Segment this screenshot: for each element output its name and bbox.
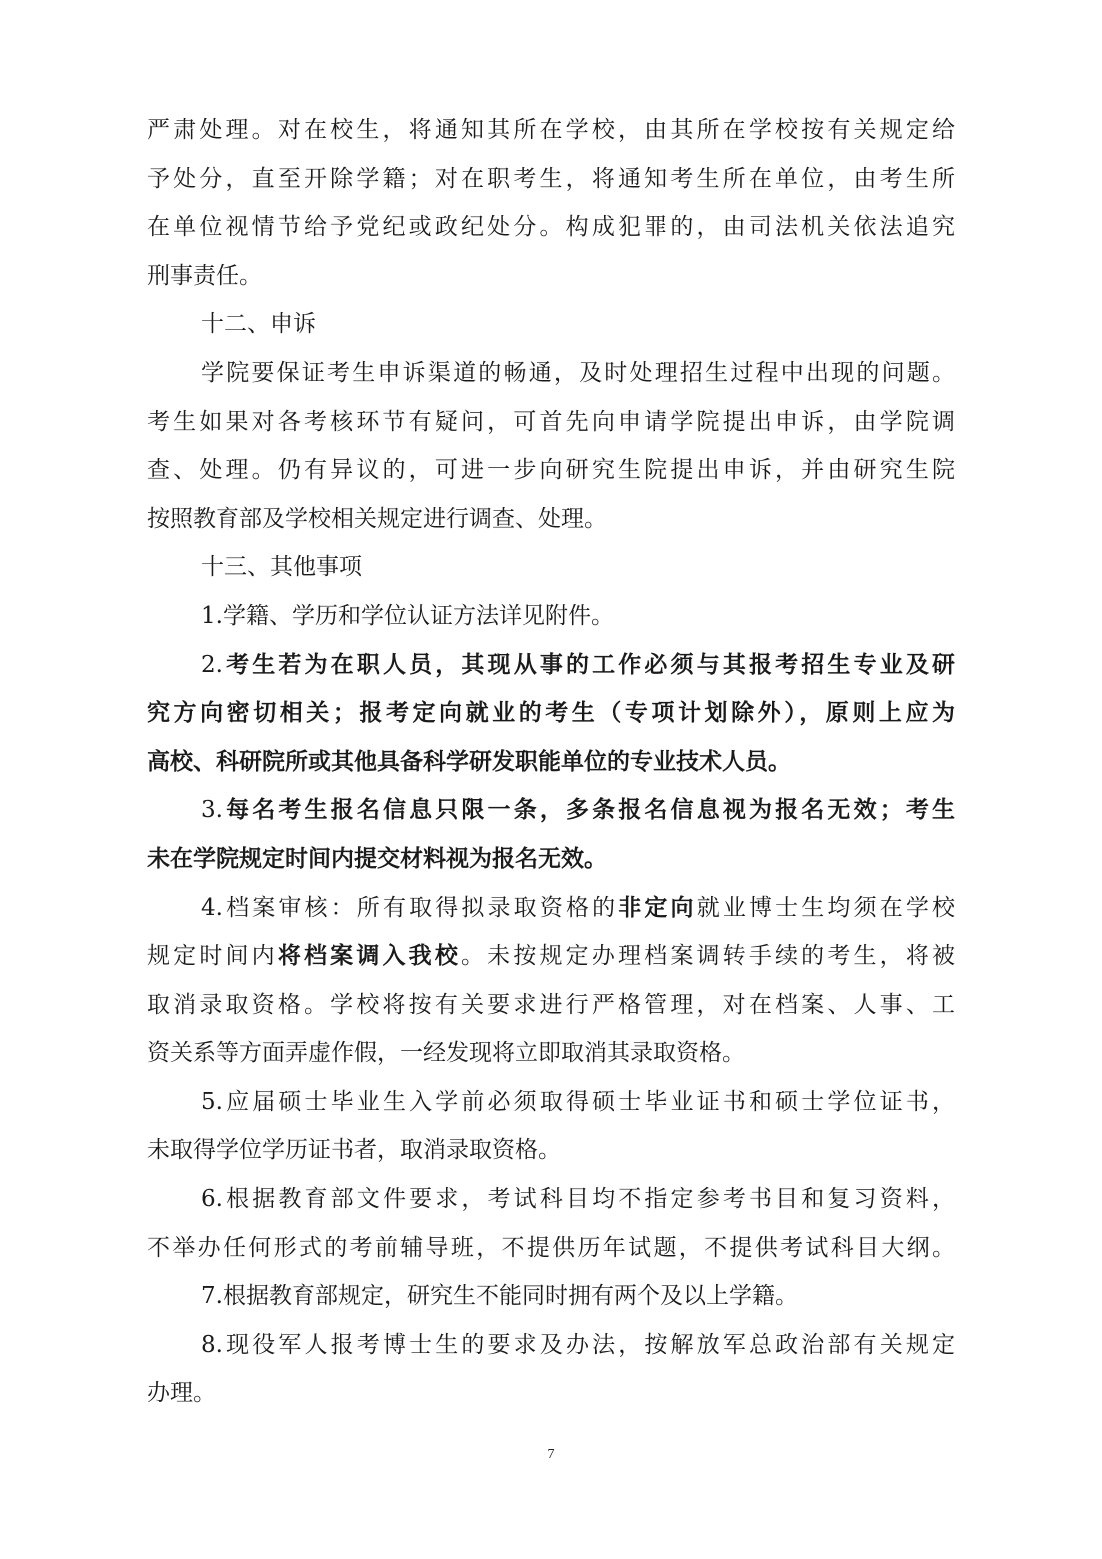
paragraph-line: 未取得学位学历证书者，取消录取资格。 xyxy=(147,1137,561,1164)
list-item-8: 8.现役军人报考博士生的要求及办法，按解放军总政治部有关规定 xyxy=(201,1331,955,1358)
paragraph-line: 在单位视情节给予党纪或政纪处分。构成犯罪的，由司法机关依法追究 xyxy=(147,214,955,241)
paragraph-line-bold: 未在学院规定时间内提交材料视为报名无效。 xyxy=(147,845,607,872)
section-heading-other-matters: 十三、其他事项 xyxy=(201,554,362,581)
bold-text: 非定向 xyxy=(618,894,697,921)
page-number: 7 xyxy=(547,1447,555,1462)
paragraph-line: 不举办任何形式的考前辅导班，不提供历年试题，不提供考试科目大纲。 xyxy=(147,1234,955,1261)
list-item-3 xyxy=(147,786,955,835)
text-segment: 4.档案审核：所有取得拟录取资格的 xyxy=(201,894,619,921)
paragraph-line-bold: 高校、科研院所或其他具备科学研发职能单位的专业技术人员。 xyxy=(147,748,791,775)
paragraph-line: 查、处理。仍有异议的，可进一步向研究生院提出申诉，并由研究生院 xyxy=(147,457,955,484)
paragraph-line: 资关系等方面弄虚作假，一经发现将立即取消其录取资格。 xyxy=(147,1040,745,1067)
bold-text: 考生若为在职人员，其现从事的工作必须与其报考招生专业及研 xyxy=(222,651,955,678)
list-item-6: 6.根据教育部文件要求，考试科目均不指定参考书目和复习资料， xyxy=(201,1186,955,1213)
paragraph-line xyxy=(147,932,955,981)
list-number: 3. xyxy=(201,797,223,824)
bold-text: 每名考生报名信息只限一条，多条报名信息视为报名无效；考生 xyxy=(222,797,955,824)
document-body xyxy=(147,106,955,1418)
list-item-5: 5.应届硕士毕业生入学前必须取得硕士毕业证书和硕士学位证书， xyxy=(201,1088,955,1115)
paragraph-line: 严肃处理。对在校生，将通知其所在学校，由其所在学校按有关规定给 xyxy=(147,117,955,143)
section-heading-appeal: 十二、申诉 xyxy=(201,311,316,338)
text-segment: 规定时间内 xyxy=(147,943,278,970)
list-number: 2. xyxy=(201,651,223,678)
paragraph-line: 按照教育部及学校相关规定进行调查、处理。 xyxy=(147,505,607,532)
paragraph-line: 办理。 xyxy=(147,1380,216,1407)
list-item-2 xyxy=(147,641,955,690)
list-item-7: 7.根据教育部规定，研究生不能同时拥有两个及以上学籍。 xyxy=(201,1283,798,1310)
paragraph-line: 刑事责任。 xyxy=(147,262,262,289)
paragraph-line: 取消录取资格。学校将按有关要求进行严格管理，对在档案、人事、工 xyxy=(147,991,955,1018)
paragraph-line: 考生如果对各考核环节有疑问，可首先向申请学院提出申诉，由学院调 xyxy=(147,408,955,435)
bold-text: 将档案调入我校 xyxy=(277,943,462,970)
text-segment: 就业博士生均须在学校 xyxy=(696,894,955,921)
text-segment: 。未按规定办理档案调转手续的考生，将被 xyxy=(461,943,955,970)
paragraph-line: 予处分，直至开除学籍；对在职考生，将通知考生所在单位，由考生所 xyxy=(147,165,955,192)
list-item-4 xyxy=(147,884,955,933)
paragraph-line-bold: 究方向密切相关；报考定向就业的考生（专项计划除外），原则上应为 xyxy=(147,700,955,727)
paragraph-line: 学院要保证考生申诉渠道的畅通，及时处理招生过程中出现的问题。 xyxy=(201,359,955,386)
list-item-1: 1.学籍、学历和学位认证方法详见附件。 xyxy=(201,602,614,629)
